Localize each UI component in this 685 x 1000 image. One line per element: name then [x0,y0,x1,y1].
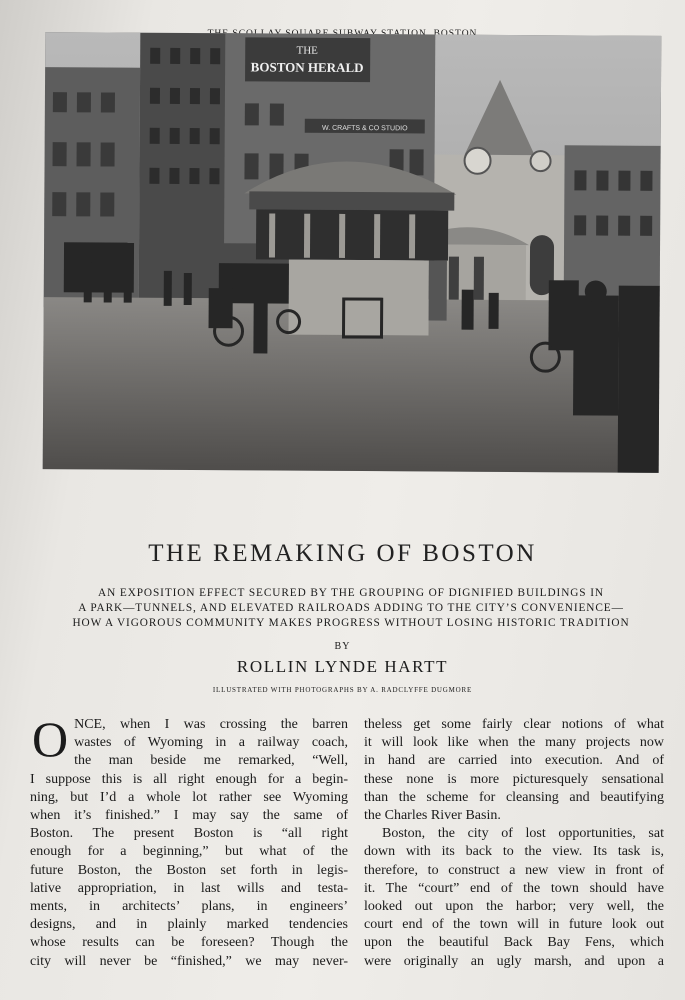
text-line: enough for a beginning,” but what of the [30,844,348,860]
text-line: lative appropriation, in last wills and testa- [30,880,348,896]
text-line: whose results can be foreseen? Though the [30,935,348,951]
text-line: city will never be “finished,” we may never- [30,953,348,969]
subtitle-line: AN EXPOSITION EFFECT SECURED BY THE GROUPING OF DIGNIFIED BUILDINGS IN [98,587,604,599]
text-line: theless get some fairly clear notions of what [364,717,664,732]
text-line: the man beside me remarked, “Well, [74,753,348,769]
article-subtitle [38,586,664,631]
scollay-square-photo [43,32,662,473]
text-line: future Boston, the Boston set forth in legis- [30,862,348,878]
drop-cap: O [32,711,69,767]
text-line: Boston. The present Boston is “all right [30,826,348,842]
author-name: ROLLIN LYNDE HARTT [236,657,449,676]
text-line: designs, and in plainly marked tendencies [30,917,348,933]
byline-by: BY [334,641,351,652]
text-line: it. The “court” end of the town should have [364,880,664,896]
text-line: looked out upon the harbor; very well, the [364,899,664,915]
article-column-left [30,711,348,971]
subtitle-line: A PARK—TUNNELS, AND ELEVATED RAILROADS ADDING TO THE CITY’S CONVENIENCE— [78,602,624,614]
text-line: in hand are carried into execution. And of [364,753,664,769]
article-title: THE REMAKING OF BOSTON [148,540,537,567]
herald-sign: BOSTON HERALD [250,59,364,76]
text-line: ning, but I’d a whole lot rather see Wyoming [30,789,348,805]
text-line: therefore, to construct a new view in front of [364,862,664,878]
text-line: NCE, when I was crossing the barren [74,717,348,732]
text-line: it will look like when the many projects now [364,735,664,751]
herald-sign-top: THE [296,44,318,57]
text-line: Boston, the city of lost opportunities, sat [382,826,664,842]
text-line: these none is more picturesquely sensational [364,771,664,787]
article-column-right [364,716,664,971]
text-line: were originally an ugly marsh, and upon a [364,953,664,969]
crafts-sign: W. CRAFTS & CO STUDIO [321,124,408,133]
text-line: I suppose this is all right enough for a begin- [30,771,348,787]
text-line: down with its back to the view. Its task is, [364,844,664,860]
text-line: the Charles River Basin. [364,808,501,824]
text-line: upon the beautiful Back Bay Fens, which [364,935,664,951]
subtitle-line: HOW A VIGOROUS COMMUNITY MAKES PROGRESS WITHOUT LOSING HISTORIC TRADITION [72,617,630,629]
text-line: when it’s finished.” I may say the same of [30,808,348,824]
text-line: ments, in architects’ plans, in engineers’ [30,899,348,915]
photo-credit: ILLUSTRATED WITH PHOTOGRAPHS BY A. RADCLYFFE DUGMORE [212,686,473,694]
text-line: than the scheme for cleansing and beautifying [364,789,664,805]
text-line: court end of the town will in future look out [364,917,664,933]
text-line: wastes of Wyoming in a railway coach, [74,735,348,751]
